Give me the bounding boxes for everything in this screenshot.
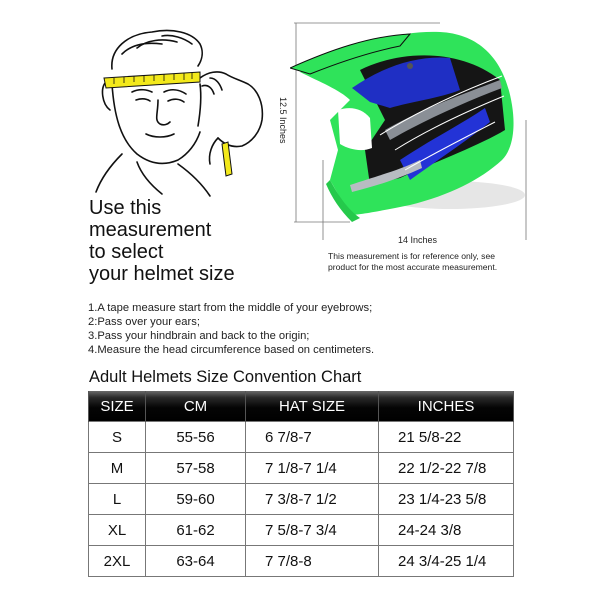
cell-hat-size: 7 5/8-7 3/4 — [246, 515, 379, 546]
cell-size: S — [89, 422, 146, 453]
headline-line: Use this — [89, 197, 162, 219]
table-row — [89, 484, 514, 515]
table-row — [89, 546, 514, 577]
cell-cm: 55-56 — [146, 422, 246, 453]
note-line: This measurement is for reference only, see — [328, 251, 496, 261]
cell-inches: 24-24 3/8 — [379, 515, 514, 546]
step-item: 4.Measure the head circumference based on centimeters. — [88, 344, 375, 356]
header-size: SIZE — [89, 391, 146, 422]
table-row — [89, 515, 514, 546]
step-item: 2:Pass over your ears; — [88, 316, 200, 328]
cell-hat-size: 7 3/8-7 1/2 — [246, 484, 379, 515]
cell-size: L — [89, 484, 146, 515]
cell-size: XL — [89, 515, 146, 546]
cell-inches: 23 1/4-23 5/8 — [379, 484, 514, 515]
step-item: 3.Pass your hindbrain and back to the origin; — [88, 330, 310, 342]
cell-inches: 21 5/8-22 — [379, 422, 514, 453]
header-hat-size: HAT SIZE — [246, 391, 379, 422]
cell-cm: 57-58 — [146, 453, 246, 484]
headline-line: to select — [89, 241, 164, 263]
cell-cm: 63-64 — [146, 546, 246, 577]
width-dimension-label: 14 Inches — [398, 235, 438, 245]
table-header-row — [89, 391, 514, 422]
cell-inches: 24 3/4-25 1/4 — [379, 546, 514, 577]
measuring-steps — [88, 301, 374, 357]
person-measuring-head-icon — [92, 14, 272, 200]
headline-line: your helmet size — [89, 263, 235, 285]
table-row — [89, 422, 514, 453]
cell-size: M — [89, 453, 146, 484]
header-inches: INCHES — [379, 391, 514, 422]
headline-line: measurement — [89, 219, 212, 241]
height-dimension-label: 12.5 Inches — [278, 97, 288, 144]
chart-title: Adult Helmets Size Convention Chart — [89, 368, 362, 386]
size-chart-table — [88, 391, 514, 577]
cell-hat-size: 7 7/8-8 — [246, 546, 379, 577]
cell-inches: 22 1/2-22 7/8 — [379, 453, 514, 484]
reference-note — [328, 251, 497, 273]
header-cm: CM — [146, 391, 246, 422]
cell-cm: 61-62 — [146, 515, 246, 546]
table-row — [89, 453, 514, 484]
headline — [89, 197, 235, 285]
motocross-helmet-icon — [290, 10, 540, 240]
note-line: product for the most accurate measurement. — [328, 262, 498, 272]
cell-size: 2XL — [89, 546, 146, 577]
step-item: 1.A tape measure start from the middle of your eyebrows; — [88, 302, 373, 314]
cell-hat-size: 6 7/8-7 — [246, 422, 379, 453]
cell-hat-size: 7 1/8-7 1/4 — [246, 453, 379, 484]
cell-cm: 59-60 — [146, 484, 246, 515]
